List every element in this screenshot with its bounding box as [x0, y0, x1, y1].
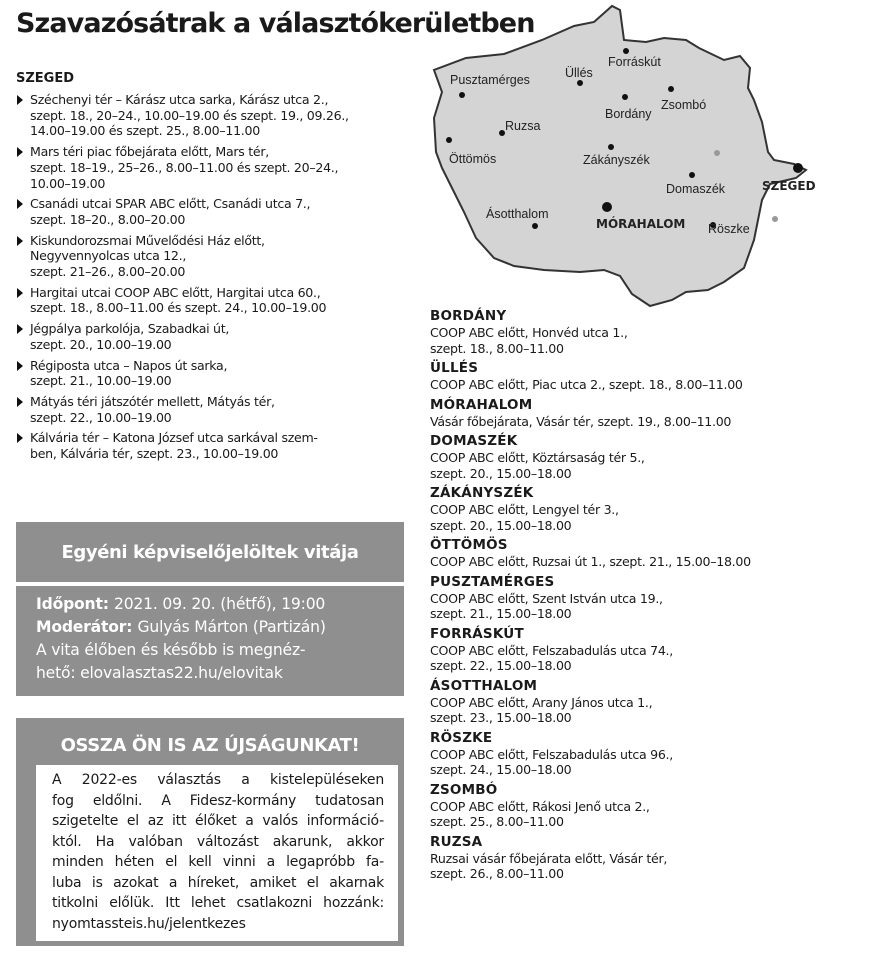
- town-location-detail: COOP ABC előtt, Lengyel tér 3.,: [430, 502, 619, 517]
- bullet-triangle-icon: [17, 236, 23, 246]
- town-name: ÜLLÉS: [430, 360, 479, 376]
- szeged-location-line: Csanádi utcai SPAR ABC előtt, Csanádi utca 7.,: [30, 196, 311, 212]
- debate-moderator-label: Moderátor:: [36, 618, 133, 636]
- share-text-line: titkolni előlük. Itt lehet csatlakozni hozzánk:: [52, 895, 384, 911]
- town-name: RÖSZKE: [430, 729, 493, 746]
- bullet-triangle-icon: [17, 433, 23, 443]
- szeged-location-line: szept. 21–26., 8.00–20.00: [30, 264, 186, 280]
- szeged-location-line: szept. 18–20., 8.00–20.00: [30, 211, 186, 227]
- map-label-asotthalom: Ásotthalom: [486, 207, 549, 221]
- town-location-detail: COOP ABC előtt, Honvéd utca 1.,: [430, 325, 628, 340]
- szeged-location-line: szept. 22., 10.00–19.00: [30, 409, 172, 425]
- town-name: BORDÁNY: [430, 308, 507, 324]
- town-name: RUZSA: [430, 833, 483, 850]
- debate-note-line-2: hető: elovalasztas22.hu/elovitak: [36, 664, 283, 682]
- town-location-item: [430, 397, 860, 430]
- town-location-detail: Ruzsai vásár főbejárata előtt, Vásár tér,: [430, 850, 668, 866]
- szeged-location-line: Mars téri piac főbejárata előtt, Mars tér,: [30, 144, 269, 160]
- town-name: ÖTTÖMÖS: [430, 537, 508, 553]
- bullet-triangle-icon: [17, 397, 23, 407]
- szeged-location-item: [16, 233, 396, 280]
- share-box: [16, 718, 404, 946]
- szeged-location-line: szept. 18–19., 25–26., 8.00–11.00 és szept. 20–24.,: [30, 159, 339, 175]
- town-location-item: [430, 678, 860, 726]
- town-location-detail: szept. 26., 8.00–11.00: [430, 866, 564, 881]
- share-text-line: szigetelte el az itt élőket a valós információ-: [52, 813, 384, 829]
- town-location-detail: Vásár főbejárata, Vásár tér, szept. 19., 8.00–11.00: [430, 413, 732, 429]
- map-point-domaszek: [689, 172, 695, 178]
- map-point-grey-1: [714, 150, 720, 156]
- map-point-zakanyszek: [608, 144, 614, 150]
- szeged-location-line: szept. 21., 10.00–19.00: [30, 373, 172, 389]
- town-location-item: [430, 730, 860, 778]
- town-location-detail: COOP ABC előtt, Piac utca 2., szept. 18., 8.00–11.00: [430, 377, 743, 392]
- map-label-ulles: Üllés: [565, 66, 593, 80]
- town-location-detail: szept. 25., 8.00–11.00: [430, 814, 564, 829]
- szeged-location-item: [16, 430, 396, 461]
- debate-box: [16, 522, 404, 696]
- map-point-morahalom: [602, 202, 612, 212]
- map-label-bordany: Bordány: [605, 107, 652, 121]
- szeged-location-list: [16, 92, 396, 467]
- map-label-ruzsa: Ruzsa: [505, 119, 541, 133]
- map-label-forraskut: Forráskút: [608, 55, 661, 69]
- szeged-location-line: szept. 18., 20–24., 10.00–19.00 és szept. 19., 09.26.,: [30, 107, 349, 123]
- szeged-location-line: Negyvennyolcas utca 12.,: [30, 248, 187, 264]
- debate-moderator-value: Gulyás Márton (Partizán): [137, 618, 326, 636]
- szeged-location-line: Széchenyi tér – Kárász utca sarka, Kárász utca 2.,: [30, 92, 329, 107]
- map-point-bordany: [622, 94, 628, 100]
- szeged-location-line: 14.00–19.00 és szept. 25., 8.00–11.00: [30, 123, 260, 139]
- szeged-location-line: Kálvária tér – Katona József utca sarkával szem-: [30, 430, 318, 446]
- szeged-heading: SZEGED: [16, 71, 75, 86]
- town-location-item: [430, 574, 860, 622]
- town-name: ZSOMBÓ: [430, 781, 498, 798]
- map-label-zakanyszek: Zákányszék: [583, 153, 650, 167]
- town-location-detail: szept. 21., 15.00–18.00: [430, 606, 572, 621]
- map-point-asotthalom: [532, 223, 538, 229]
- town-name: PUSZTAMÉRGES: [430, 573, 555, 590]
- szeged-location-line: szept. 18., 8.00–11.00 és szept. 24., 10.00–19.00: [30, 300, 327, 316]
- town-name: MÓRAHALOM: [430, 396, 533, 413]
- map-point-forraskut: [623, 48, 629, 54]
- bullet-triangle-icon: [17, 147, 23, 157]
- szeged-location-line: Mátyás téri játszótér mellett, Mátyás tér,: [30, 393, 275, 409]
- map-point-ulles: [577, 80, 583, 86]
- town-location-list: [430, 308, 860, 886]
- bullet-triangle-icon: [17, 95, 23, 105]
- map-label-pusztamerges: Pusztamérges: [450, 73, 530, 87]
- map-point-szeged: [793, 163, 803, 173]
- town-location-item: [430, 626, 860, 674]
- szeged-location-item: [16, 358, 396, 389]
- debate-time-value: 2021. 09. 20. (hétfő), 19:00: [113, 595, 326, 613]
- town-name: FORRÁSKÚT: [430, 625, 524, 642]
- town-location-item: [430, 433, 860, 481]
- town-name: DOMASZÉK: [430, 433, 518, 449]
- town-location-detail: COOP ABC előtt, Felszabadulás utca 74.,: [430, 642, 673, 658]
- debate-details: [16, 586, 404, 685]
- szeged-location-line: Jégpálya parkolója, Szabadkai út,: [30, 321, 230, 337]
- town-location-detail: szept. 20., 15.00–18.00: [430, 517, 572, 533]
- share-text-line: A 2022-es választás a kistelepüléseken: [52, 772, 384, 788]
- szeged-location-item: [16, 394, 396, 425]
- town-location-detail: COOP ABC előtt, Köztársaság tér 5.,: [430, 450, 645, 465]
- map-label-zsombo: Zsombó: [661, 98, 707, 112]
- town-location-detail: szept. 20., 15.00–18.00: [430, 465, 572, 481]
- szeged-location-line: 10.00–19.00: [30, 175, 106, 191]
- town-location-item: [430, 537, 860, 570]
- szeged-location-item: [16, 144, 396, 191]
- town-location-detail: szept. 23., 15.00–18.00: [430, 710, 572, 725]
- map-label-roszke: Röszke: [708, 222, 750, 236]
- town-location-item: [430, 360, 860, 393]
- district-map: [424, 0, 870, 310]
- map-point-pusztamerges: [459, 92, 465, 98]
- szeged-location-line: Hargitai utcai COOP ABC előtt, Hargitai utca 60.,: [30, 284, 321, 300]
- town-location-detail: COOP ABC előtt, Ruzsai út 1., szept. 21., 15.00–18.00: [430, 554, 751, 569]
- town-location-item: [430, 308, 860, 356]
- town-location-item: [430, 834, 860, 882]
- town-location-detail: szept. 18., 8.00–11.00: [430, 340, 564, 356]
- debate-time-label: Időpont:: [36, 595, 109, 613]
- share-text: [36, 765, 398, 941]
- szeged-location-line: szept. 20., 10.00–19.00: [30, 336, 172, 352]
- map-point-zsombo: [668, 86, 674, 92]
- town-location-detail: COOP ABC előtt, Arany János utca 1.,: [430, 694, 653, 710]
- town-name: ZÁKÁNYSZÉK: [430, 485, 534, 501]
- share-heading: OSSZA ÖN IS AZ ÚJSÁGUNKAT!: [60, 734, 360, 756]
- map-label-domaszek: Domaszék: [666, 182, 726, 196]
- map-label-szeged: SZEGED: [762, 179, 816, 193]
- debate-note-line-1: A vita élőben és később is megnéz-: [36, 641, 306, 659]
- map-point-ottomos: [446, 137, 452, 143]
- szeged-location-item: [16, 285, 396, 316]
- town-location-detail: szept. 22., 15.00–18.00: [430, 658, 572, 673]
- town-location-item: [430, 782, 860, 830]
- town-location-item: [430, 485, 860, 533]
- bullet-triangle-icon: [17, 361, 23, 371]
- page-title: Szavazósátrak a választókerületben: [16, 8, 535, 39]
- share-text-line: luba is azokat a híreket, amiket el akarnak: [52, 874, 384, 891]
- map-label-ottomos: Öttömös: [449, 152, 497, 166]
- map-label-morahalom: MÓRAHALOM: [596, 217, 686, 231]
- bullet-triangle-icon: [17, 288, 23, 298]
- bullet-triangle-icon: [17, 199, 23, 209]
- town-name: ÁSOTTHALOM: [430, 677, 538, 694]
- szeged-location-line: ben, Kálvária tér, szept. 23., 10.00–19.00: [30, 446, 279, 462]
- bullet-triangle-icon: [17, 324, 23, 334]
- szeged-location-item: [16, 321, 396, 352]
- town-location-detail: szept. 24., 15.00–18.00: [430, 762, 572, 777]
- share-text-line: któl. Ha valóban változást akarunk, akkor: [52, 833, 384, 850]
- town-location-detail: COOP ABC előtt, Szent István utca 19.,: [430, 590, 663, 606]
- szeged-location-line: Régiposta utca – Napos út sarka,: [30, 357, 228, 373]
- map-point-grey-2: [772, 216, 778, 222]
- debate-heading: Egyéni képviselőjelöltek vitája: [61, 541, 359, 563]
- szeged-location-line: Kiskundorozsmai Művelődési Ház előtt,: [30, 232, 265, 248]
- szeged-location-item: [16, 92, 396, 139]
- town-location-detail: COOP ABC előtt, Felszabadulás utca 96.,: [430, 746, 673, 762]
- share-text-line: fog eldőlni. A Fidesz-kormány tudatosan: [52, 792, 384, 809]
- share-text-line: minden héten el kell vinni a legapróbb fa-: [52, 854, 384, 870]
- share-text-line: nyomtassteis.hu/jelentkezes: [52, 915, 246, 932]
- town-location-detail: COOP ABC előtt, Rákosi Jenő utca 2.,: [430, 798, 650, 814]
- szeged-location-item: [16, 196, 396, 227]
